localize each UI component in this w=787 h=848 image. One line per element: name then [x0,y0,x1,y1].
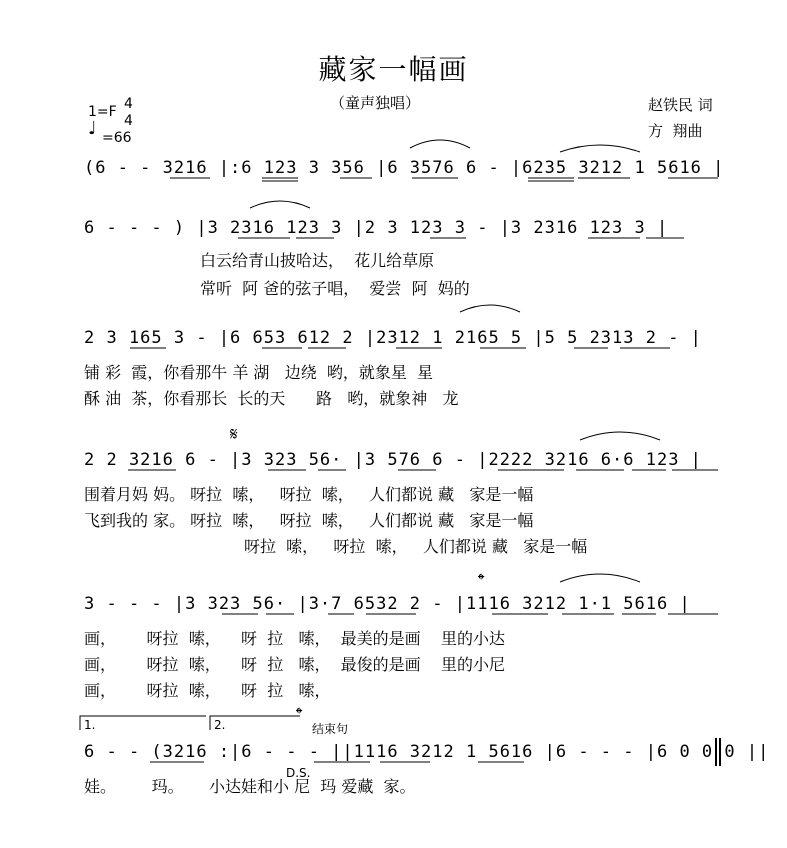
lyrics-row-4-verse-1: 围着月妈 妈。 呀拉 嗦， 呀拉 嗦， 人们都说 藏 家是一幅 [84,485,534,504]
notation-row-2: 6 - - - ) |3 2316 123 3 |2 3 123 3 - |3 2316 123 3 | [84,218,669,238]
song-title: 藏家一幅画 [318,53,469,86]
lyrics-row-5-verse-1: 画， 呀拉 嗦， 呀 拉 嗦， 最美的是画 里的小达 [84,629,505,648]
composer-credit: 方 翔曲 [648,122,703,140]
notation-row-1: (6 - - 3216 |:6 123 3 356 |6 3576 6 - |6235 3212 1 5616 | [84,158,725,178]
lyricist-credit: 赵铁民 词 [648,96,713,114]
slur [410,140,470,148]
lyrics-row-4-verse-3: 呀拉 嗦， 呀拉 嗦， 人们都说 藏 家是一幅 [244,537,588,556]
lyrics-row-5-verse-3: 画， 呀拉 嗦， 呀 拉 嗦， [84,681,331,700]
notation-row-3: 2 3 165 3 - |6 653 612 2 |2312 1 2165 5 |5 5 2313 2 - | [84,328,702,348]
lyrics-row-2-verse-2: 常听 阿 爸的弦子唱， 爱尝 阿 妈的 [200,279,470,298]
key-signature: 1=F [88,104,117,120]
coda-end-icon: 𝄌 [296,704,303,725]
dal-segno-mark: D.S. [286,766,311,780]
notation-row-6: 6 - - (3216 :|6 - - - ||1116 3212 1 5616 |6 - - - |6 0 0 0 || [84,742,770,762]
quarter-note-icon: ♩ [88,118,97,139]
slur [560,574,640,582]
notation-row-5: 3 - - - |3 323 56· |3·7 6532 2 - |1116 3212 1·1 5616 | [84,594,691,614]
slur [250,201,310,208]
lyrics-row-2-verse-1: 白云给青山披哈达， 花儿给草原 [200,251,435,270]
slur [580,432,660,440]
first-ending-bracket [80,716,206,730]
lyrics-row-5-verse-2: 画， 呀拉 嗦， 呀 拉 嗦， 最俊的是画 里的小尼 [84,655,505,674]
lyrics-row-6: 娃。 玛。 小达娃和小 尼 玛 爱藏 家。 [84,777,416,796]
lyrics-row-4-verse-2: 飞到我的 家。 呀拉 嗦， 呀拉 嗦， 人们都说 藏 家是一幅 [84,511,534,530]
lyrics-row-3-verse-1: 铺 彩 霞，你看那牛 羊 湖 边绕 哟，就象星 星 [84,363,434,382]
first-ending-label: 1. [84,718,96,732]
notation-row-4: 2 2 3216 6 - |3 323 56· |3 576 6 - |2222 3216 6·6 123 | [84,450,702,470]
tempo-marking: =66 [102,130,132,146]
coda-icon: 𝄌 [478,570,485,591]
lyrics-row-3-verse-2: 酥 油 茶，你看那长 长的天 路 哟，就象神 龙 [84,389,459,408]
second-ending-bracket [210,716,300,730]
ending-phrase-label: 结束句 [312,722,349,736]
slur [460,305,520,312]
time-signature-top: 4 [124,96,133,112]
song-subtitle: （童声独唱） [330,94,421,112]
time-signature-bottom: 4 [124,113,133,129]
segno-icon: 𝄋 [230,424,238,445]
slur [560,145,640,152]
second-ending-label: 2. [214,718,226,732]
